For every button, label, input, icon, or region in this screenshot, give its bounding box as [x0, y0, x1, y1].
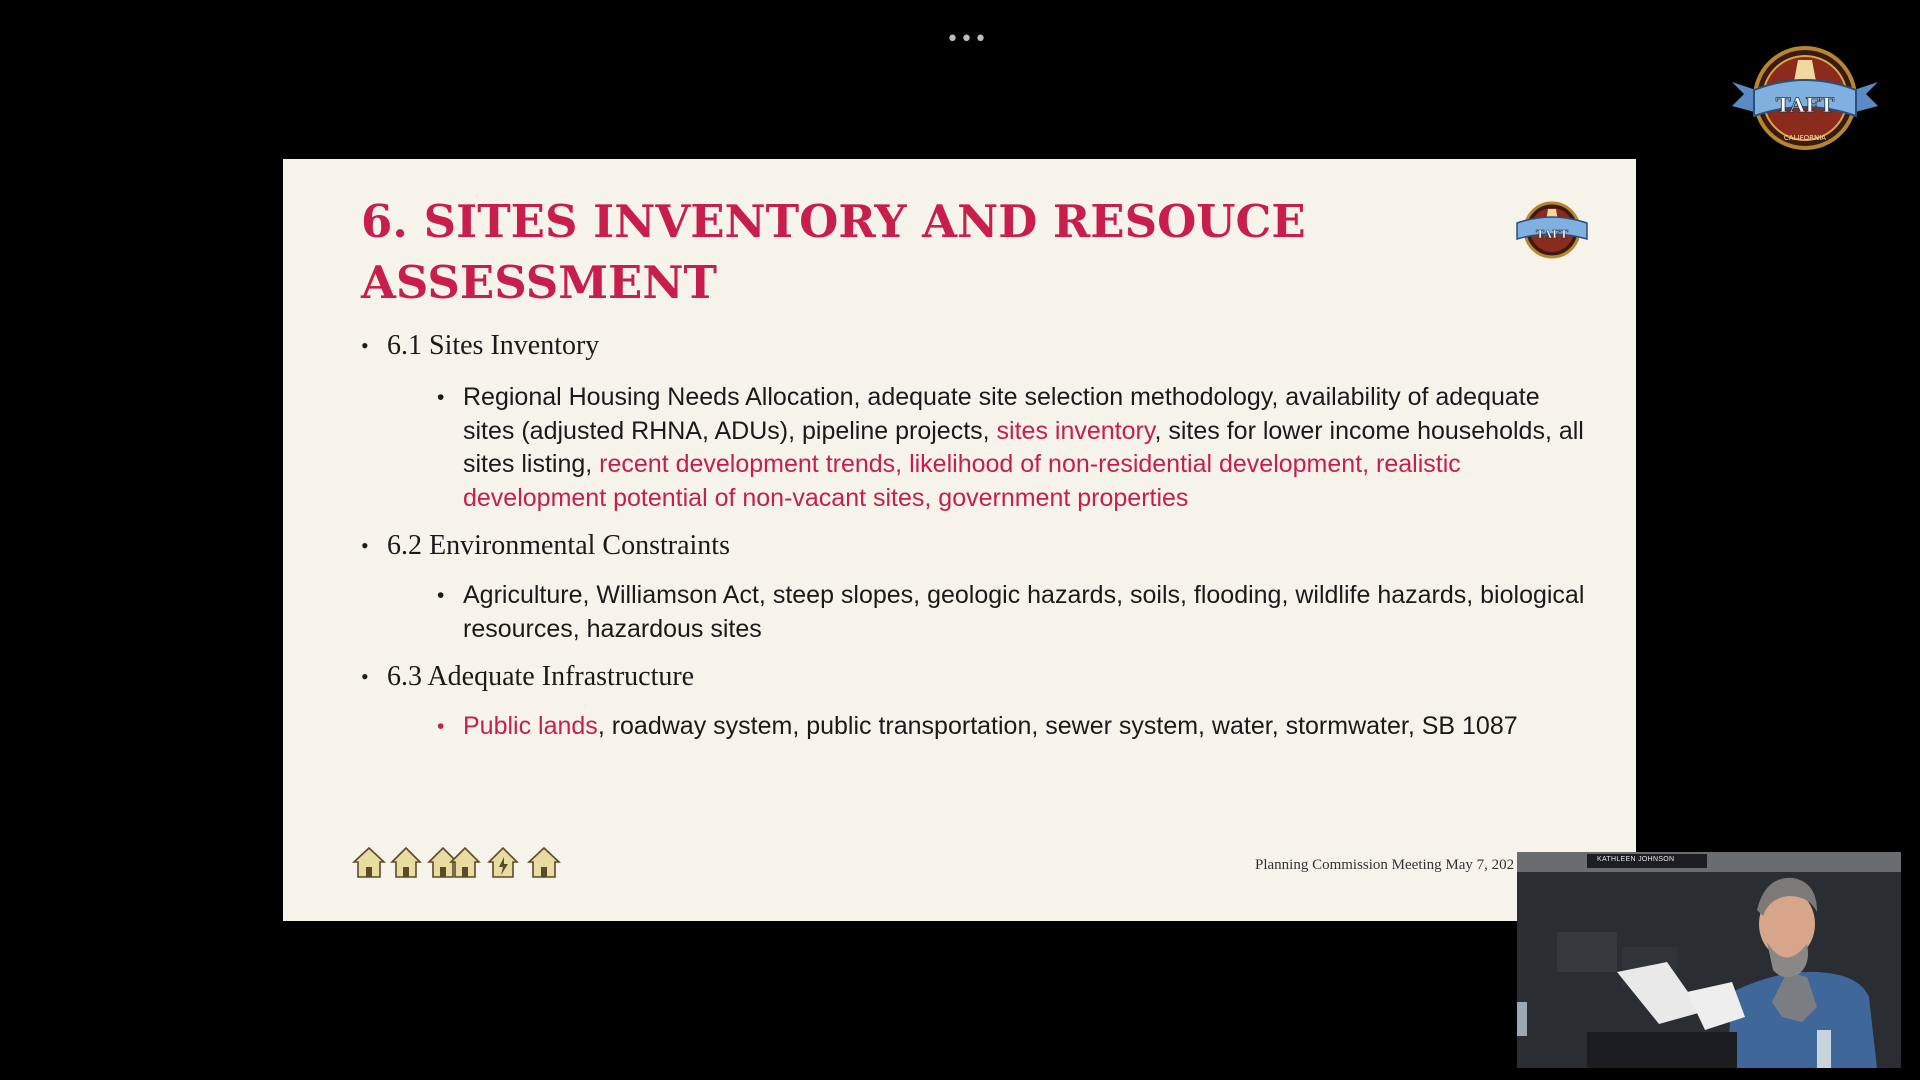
corner-seal-state: CALIFORNIA: [1783, 134, 1827, 142]
more-options-button[interactable]: •••: [946, 27, 988, 52]
houses-decoration-icon: [351, 845, 567, 879]
taft-city-seal-icon: [1732, 40, 1878, 156]
detail-highlight-text: recent development trends, likelihood of non-residential development, realistic development potential of non-vacant sites, government properties: [463, 450, 1461, 512]
slide-title: 6. SITES INVENTORY AND RESOUCE ASSESSMENT: [361, 195, 1306, 309]
slide-bullet-list: [361, 329, 1591, 744]
section-heading-adequate-infrastructure: • 6.3 Adequate Infrastructure: [361, 660, 1591, 694]
section-heading-sites-inventory: • 6.1 Sites Inventory: [361, 329, 1591, 363]
section-heading-environmental-constraints: • 6.2 Environmental Constraints: [361, 529, 1591, 563]
slide-seal-city-name: TAFT: [1535, 228, 1569, 241]
detail-text: Regional Housing Needs Allocation, adequate site selection methodology, availability of adequate sites (adjusted RHNA, ADUs), pipeline projects,: [463, 383, 1540, 445]
detail-highlight-text: sites inventory: [996, 416, 1155, 445]
webcam-video-feed[interactable]: [1517, 852, 1901, 1068]
detail-text: Agriculture, Williamson Act, steep slopes, geologic hazards, soils, flooding, wildlife hazards, biological resources, hazardous sites: [463, 581, 1585, 643]
presentation-slide: [283, 159, 1636, 921]
section-detail-sites-inventory: [437, 381, 1591, 515]
detail-text: , roadway system, public transportation, sewer system, water, stormwater, SB 1087: [597, 712, 1518, 740]
webcam-nameplate: KATHLEEN JOHNSON: [1597, 856, 1675, 863]
detail-highlight-text: Public lands: [463, 712, 598, 740]
slide-seal-icon: [1511, 197, 1593, 263]
corner-seal-city-name: TAFT: [1775, 93, 1835, 117]
section-detail-environmental-constraints: [437, 579, 1591, 646]
webcam-scene-icon: [1517, 852, 1901, 1068]
section-detail-adequate-infrastructure: [437, 710, 1591, 744]
detail-text: , sites for lower income households, all sites listing,: [463, 416, 1584, 478]
slide-footer: Planning Commission Meeting May 7, 202: [1255, 857, 1515, 873]
